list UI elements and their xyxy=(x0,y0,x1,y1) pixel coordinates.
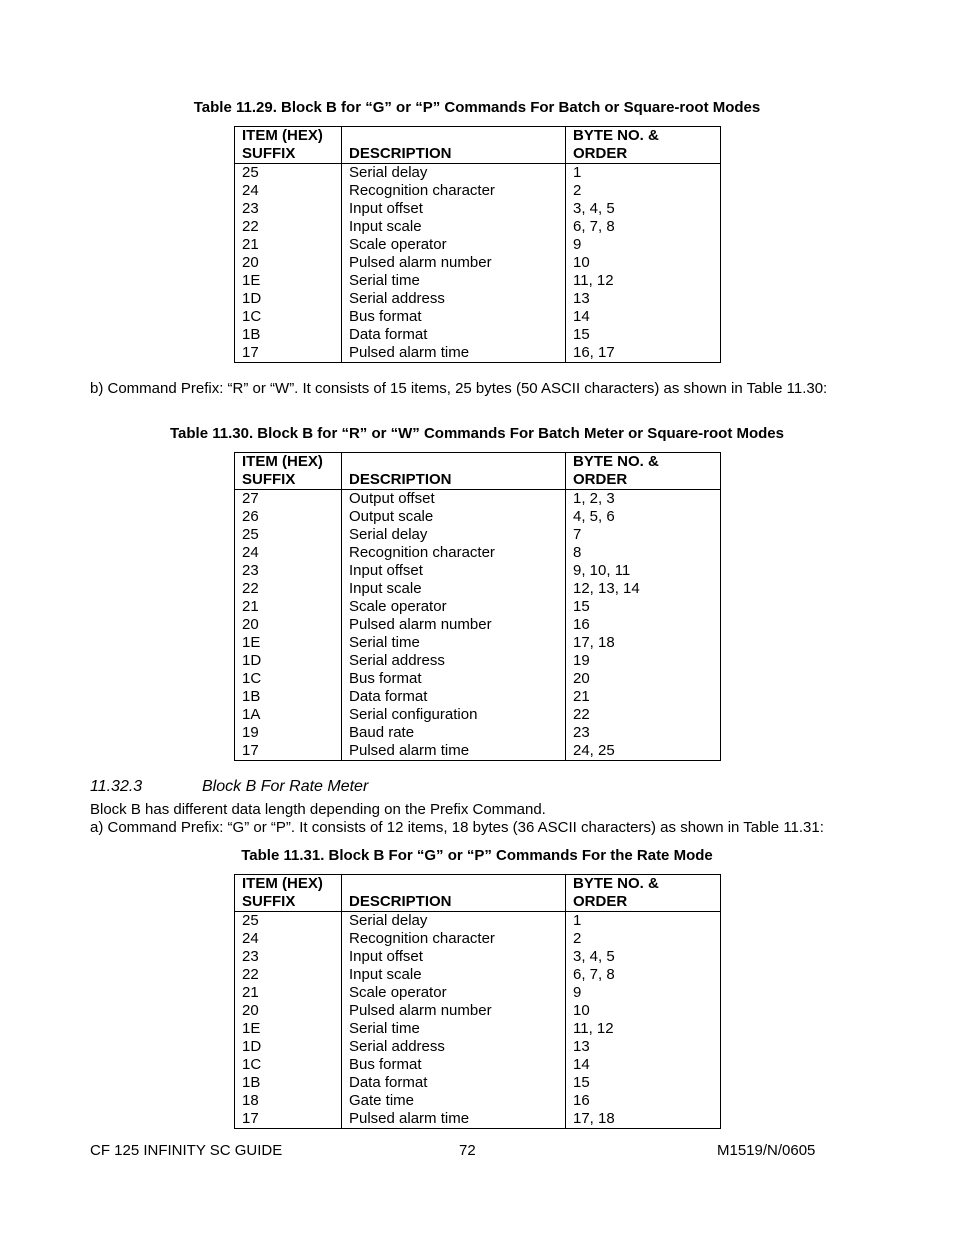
cell-byte-order: 12, 13, 14 xyxy=(566,580,721,598)
cell-item-hex: 23 xyxy=(235,948,342,966)
cell-byte-order: 21 xyxy=(566,688,721,706)
cell-byte-order: 10 xyxy=(566,1002,721,1020)
cell-item-hex: 17 xyxy=(235,1110,342,1129)
table-row xyxy=(235,930,721,948)
cell-description: Scale operator xyxy=(342,236,566,254)
table-11-29 xyxy=(234,126,721,363)
cell-item-hex: 1B xyxy=(235,326,342,344)
cell-item-hex: 22 xyxy=(235,966,342,984)
cell-item-hex: 20 xyxy=(235,254,342,272)
table-row xyxy=(235,290,721,308)
cell-description: Pulsed alarm time xyxy=(342,1110,566,1129)
cell-description: Serial delay xyxy=(342,164,566,183)
footer-document-code: M1519/N/0605 xyxy=(717,1142,816,1159)
cell-description: Serial time xyxy=(342,634,566,652)
cell-byte-order: 3, 4, 5 xyxy=(566,948,721,966)
cell-byte-order: 19 xyxy=(566,652,721,670)
cell-description: Recognition character xyxy=(342,930,566,948)
cell-description: Input scale xyxy=(342,966,566,984)
table-row xyxy=(235,344,721,363)
table-row xyxy=(235,1092,721,1110)
cell-description: Input offset xyxy=(342,200,566,218)
cell-description: Input offset xyxy=(342,948,566,966)
cell-byte-order: 17, 18 xyxy=(566,634,721,652)
cell-item-hex: 27 xyxy=(235,490,342,509)
cell-item-hex: 17 xyxy=(235,742,342,761)
table-11-31-caption: Table 11.31. Block B For “G” or “P” Commands For the Rate Mode xyxy=(241,847,713,864)
table-row xyxy=(235,326,721,344)
cell-item-hex: 1C xyxy=(235,1056,342,1074)
cell-item-hex: 1E xyxy=(235,272,342,290)
cell-description: Recognition character xyxy=(342,544,566,562)
col-header-byte-order: BYTE NO. & ORDER xyxy=(566,453,721,490)
cell-description: Pulsed alarm number xyxy=(342,1002,566,1020)
cell-description: Data format xyxy=(342,326,566,344)
table-row xyxy=(235,706,721,724)
cell-description: Bus format xyxy=(342,670,566,688)
cell-item-hex: 1C xyxy=(235,308,342,326)
cell-item-hex: 1D xyxy=(235,290,342,308)
cell-description: Output offset xyxy=(342,490,566,509)
cell-description: Bus format xyxy=(342,308,566,326)
table-row xyxy=(235,912,721,931)
cell-item-hex: 24 xyxy=(235,544,342,562)
table-row xyxy=(235,1056,721,1074)
cell-byte-order: 11, 12 xyxy=(566,1020,721,1038)
paragraph-command-prefix-g-p: a) Command Prefix: “G” or “P”. It consists of 12 items, 18 bytes (36 ASCII characters) as shown in Table 11.31: xyxy=(90,819,824,836)
table-row xyxy=(235,688,721,706)
cell-byte-order: 14 xyxy=(566,1056,721,1074)
table-row xyxy=(235,1002,721,1020)
table-row xyxy=(235,1020,721,1038)
col-header-byte-order: BYTE NO. & ORDER xyxy=(566,875,721,912)
cell-description: Bus format xyxy=(342,1056,566,1074)
paragraph-command-prefix-r-w: b) Command Prefix: “R” or “W”. It consists of 15 items, 25 bytes (50 ASCII characters) as shown in Table 11.30: xyxy=(90,380,828,397)
cell-byte-order: 6, 7, 8 xyxy=(566,966,721,984)
cell-byte-order: 16 xyxy=(566,616,721,634)
col-header-item-hex: ITEM (HEX) SUFFIX xyxy=(235,875,342,912)
cell-item-hex: 1E xyxy=(235,1020,342,1038)
cell-item-hex: 22 xyxy=(235,218,342,236)
cell-description: Recognition character xyxy=(342,182,566,200)
table-11-29-caption: Table 11.29. Block B for “G” or “P” Commands For Batch or Square-root Modes xyxy=(193,99,761,116)
cell-item-hex: 25 xyxy=(235,912,342,931)
cell-byte-order: 17, 18 xyxy=(566,1110,721,1129)
cell-description: Pulsed alarm number xyxy=(342,254,566,272)
table-row xyxy=(235,544,721,562)
cell-item-hex: 26 xyxy=(235,508,342,526)
cell-item-hex: 1B xyxy=(235,1074,342,1092)
cell-description: Pulsed alarm time xyxy=(342,344,566,363)
cell-description: Serial address xyxy=(342,1038,566,1056)
cell-item-hex: 25 xyxy=(235,164,342,183)
cell-description: Baud rate xyxy=(342,724,566,742)
table-row xyxy=(235,724,721,742)
cell-item-hex: 24 xyxy=(235,182,342,200)
table-row xyxy=(235,984,721,1002)
cell-item-hex: 1C xyxy=(235,670,342,688)
cell-description: Data format xyxy=(342,688,566,706)
cell-description: Pulsed alarm number xyxy=(342,616,566,634)
table-row xyxy=(235,272,721,290)
cell-description: Data format xyxy=(342,1074,566,1092)
cell-byte-order: 9, 10, 11 xyxy=(566,562,721,580)
table-11-31 xyxy=(234,874,721,1129)
cell-item-hex: 21 xyxy=(235,598,342,616)
cell-byte-order: 14 xyxy=(566,308,721,326)
table-row xyxy=(235,562,721,580)
cell-description: Serial address xyxy=(342,290,566,308)
table-row xyxy=(235,1110,721,1129)
section-number: 11.32.3 xyxy=(90,778,143,795)
cell-byte-order: 1 xyxy=(566,912,721,931)
cell-item-hex: 1D xyxy=(235,1038,342,1056)
cell-description: Serial time xyxy=(342,1020,566,1038)
cell-byte-order: 1 xyxy=(566,164,721,183)
col-header-description: DESCRIPTION xyxy=(342,453,566,490)
table-row xyxy=(235,164,721,183)
cell-item-hex: 1E xyxy=(235,634,342,652)
cell-byte-order: 7 xyxy=(566,526,721,544)
cell-item-hex: 17 xyxy=(235,344,342,363)
table-row xyxy=(235,508,721,526)
footer-page-number: 72 xyxy=(459,1142,476,1159)
table-row xyxy=(235,236,721,254)
table-row xyxy=(235,948,721,966)
table-row xyxy=(235,308,721,326)
cell-byte-order: 8 xyxy=(566,544,721,562)
cell-byte-order: 15 xyxy=(566,326,721,344)
table-row xyxy=(235,490,721,509)
col-header-item-hex: ITEM (HEX) SUFFIX xyxy=(235,453,342,490)
cell-byte-order: 3, 4, 5 xyxy=(566,200,721,218)
section-title: Block B For Rate Meter xyxy=(202,778,369,795)
cell-description: Serial address xyxy=(342,652,566,670)
cell-item-hex: 22 xyxy=(235,580,342,598)
footer-guide-title: CF 125 INFINITY SC GUIDE xyxy=(90,1142,283,1159)
cell-item-hex: 25 xyxy=(235,526,342,544)
table-row xyxy=(235,526,721,544)
table-row xyxy=(235,966,721,984)
cell-item-hex: 19 xyxy=(235,724,342,742)
col-header-description: DESCRIPTION xyxy=(342,875,566,912)
cell-byte-order: 9 xyxy=(566,236,721,254)
cell-byte-order: 15 xyxy=(566,598,721,616)
table-row xyxy=(235,1074,721,1092)
cell-item-hex: 21 xyxy=(235,984,342,1002)
cell-description: Scale operator xyxy=(342,984,566,1002)
table-row xyxy=(235,652,721,670)
cell-description: Serial delay xyxy=(342,912,566,931)
cell-byte-order: 10 xyxy=(566,254,721,272)
table-row xyxy=(235,1038,721,1056)
cell-description: Scale operator xyxy=(342,598,566,616)
cell-byte-order: 16, 17 xyxy=(566,344,721,363)
cell-byte-order: 1, 2, 3 xyxy=(566,490,721,509)
cell-byte-order: 20 xyxy=(566,670,721,688)
cell-description: Output scale xyxy=(342,508,566,526)
col-header-description: DESCRIPTION xyxy=(342,127,566,164)
cell-byte-order: 2 xyxy=(566,930,721,948)
table-row xyxy=(235,670,721,688)
paragraph-block-b-intro: Block B has different data length depending on the Prefix Command. xyxy=(90,801,546,818)
cell-byte-order: 15 xyxy=(566,1074,721,1092)
cell-byte-order: 13 xyxy=(566,1038,721,1056)
cell-description: Input scale xyxy=(342,218,566,236)
cell-item-hex: 1D xyxy=(235,652,342,670)
cell-byte-order: 11, 12 xyxy=(566,272,721,290)
cell-byte-order: 23 xyxy=(566,724,721,742)
table-row xyxy=(235,580,721,598)
cell-byte-order: 9 xyxy=(566,984,721,1002)
cell-byte-order: 24, 25 xyxy=(566,742,721,761)
cell-description: Gate time xyxy=(342,1092,566,1110)
cell-item-hex: 23 xyxy=(235,200,342,218)
table-row xyxy=(235,634,721,652)
table-11-30 xyxy=(234,452,721,761)
cell-byte-order: 4, 5, 6 xyxy=(566,508,721,526)
cell-byte-order: 13 xyxy=(566,290,721,308)
cell-description: Pulsed alarm time xyxy=(342,742,566,761)
section-heading xyxy=(90,778,368,796)
table-row xyxy=(235,200,721,218)
cell-byte-order: 6, 7, 8 xyxy=(566,218,721,236)
cell-description: Input offset xyxy=(342,562,566,580)
table-11-30-caption: Table 11.30. Block B for “R” or “W” Commands For Batch Meter or Square-root Modes xyxy=(170,425,784,442)
cell-item-hex: 20 xyxy=(235,1002,342,1020)
cell-item-hex: 23 xyxy=(235,562,342,580)
col-header-item-hex: ITEM (HEX) SUFFIX xyxy=(235,127,342,164)
table-row xyxy=(235,742,721,761)
table-row xyxy=(235,182,721,200)
cell-item-hex: 18 xyxy=(235,1092,342,1110)
table-row xyxy=(235,598,721,616)
table-row xyxy=(235,254,721,272)
cell-description: Serial delay xyxy=(342,526,566,544)
cell-byte-order: 16 xyxy=(566,1092,721,1110)
cell-item-hex: 1B xyxy=(235,688,342,706)
cell-description: Serial configuration xyxy=(342,706,566,724)
cell-description: Input scale xyxy=(342,580,566,598)
cell-byte-order: 2 xyxy=(566,182,721,200)
cell-item-hex: 21 xyxy=(235,236,342,254)
cell-byte-order: 22 xyxy=(566,706,721,724)
table-row xyxy=(235,218,721,236)
cell-item-hex: 1A xyxy=(235,706,342,724)
cell-item-hex: 24 xyxy=(235,930,342,948)
cell-item-hex: 20 xyxy=(235,616,342,634)
table-row xyxy=(235,616,721,634)
col-header-byte-order: BYTE NO. & ORDER xyxy=(566,127,721,164)
cell-description: Serial time xyxy=(342,272,566,290)
